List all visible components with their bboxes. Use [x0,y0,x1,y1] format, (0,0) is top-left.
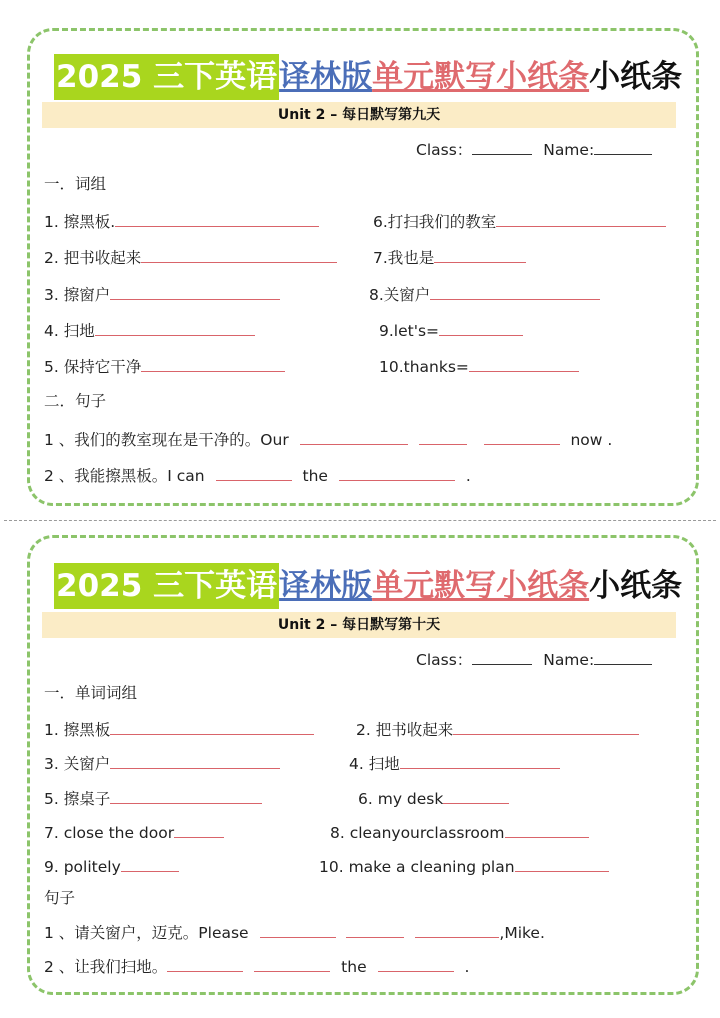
card1-item-3 [44,282,280,306]
item-text: 4. 扫地 [44,322,95,340]
answer-blank[interactable] [110,786,262,804]
card2-item-7 [44,820,224,844]
answer-blank[interactable] [515,854,609,872]
item-text: 4. 扫地 [349,755,400,773]
card1-item-9 [379,318,523,342]
cut-line [4,520,716,521]
title-part-unit: 单元默写小纸条 [372,59,590,95]
answer-blank[interactable] [434,245,526,263]
card1-title [54,54,682,100]
answer-blank[interactable] [216,463,292,481]
card1-item-10 [379,354,579,378]
answer-blank[interactable] [496,209,666,227]
answer-blank[interactable] [300,427,408,445]
card2-section1-title: 一．单词词组 [44,684,138,702]
answer-blank[interactable] [254,954,330,972]
card1-section1-title: 一．词组 [44,175,107,193]
card2-sentence-2 [44,954,469,978]
card2-title [54,563,682,609]
item-text: 10.thanks= [379,358,469,376]
card2-item-6 [358,786,509,810]
item-text: 10. make a cleaning plan [319,858,515,876]
title-part-note: 小纸条 [589,59,683,95]
answer-blank[interactable] [110,717,314,735]
card2-item-3 [44,751,280,775]
title-part-year: 2025 三下英语 [54,54,279,100]
card2-item-2 [356,717,639,741]
item-text: 2. 把书收起来 [356,721,454,739]
item-text: 7. close the door [44,824,175,842]
card2-item-9 [44,854,179,878]
answer-blank[interactable] [439,318,523,336]
sentence-text: 2 、让我们扫地。 [44,958,168,976]
name-label: Name: [543,141,595,159]
sentence-text: the [341,958,367,976]
answer-blank[interactable] [443,786,509,804]
card2-class-name-line [416,647,652,671]
card1-item-4 [44,318,255,342]
answer-blank[interactable] [415,920,499,938]
item-text: 5. 擦桌子 [44,790,111,808]
card1-item-1 [44,209,319,233]
item-text: 9.let's= [379,322,440,340]
title-part-note: 小纸条 [589,568,683,604]
card1-unit-band: Unit 2 – 每日默写第九天 [42,102,676,128]
answer-blank[interactable] [141,354,285,372]
answer-blank[interactable] [419,427,467,445]
answer-blank[interactable] [339,463,455,481]
answer-blank[interactable] [260,920,336,938]
sentence-text: the [302,467,328,485]
item-text: 6. my desk [358,790,444,808]
name-blank[interactable] [594,647,652,665]
card1-section2-title: 二．句子 [44,392,107,410]
sentence-text: . [465,467,471,485]
answer-blank[interactable] [453,717,639,735]
sentence-text: ,Mike. [499,924,545,942]
name-label: Name: [543,651,595,669]
sentence-text: 2 、我能擦黑板。I can [44,467,205,485]
title-part-unit: 单元默写小纸条 [372,568,590,604]
card1-sentence-1 [44,427,612,451]
answer-blank[interactable] [115,209,319,227]
item-text: 3. 关窗户 [44,755,111,773]
answer-blank[interactable] [346,920,404,938]
card2-item-10 [319,854,609,878]
card1-class-name-line [416,137,652,161]
item-text: 2. 把书收起来 [44,249,142,267]
answer-blank[interactable] [484,427,560,445]
name-blank[interactable] [594,137,652,155]
card1-item-2 [44,245,337,269]
sentence-text: 1 、我们的教室现在是干净的。Our [44,431,289,449]
card2-sentence-1 [44,920,545,944]
card2-unit-band: Unit 2 – 每日默写第十天 [42,612,676,638]
answer-blank[interactable] [430,282,600,300]
card2-section2-title: 句子 [44,889,76,907]
answer-blank[interactable] [378,954,454,972]
answer-blank[interactable] [469,354,579,372]
answer-blank[interactable] [400,751,560,769]
answer-blank[interactable] [110,282,280,300]
card1-item-8 [369,282,600,306]
answer-blank[interactable] [174,820,224,838]
card1-item-7 [373,245,526,269]
item-text: 6.打扫我们的教室 [373,213,497,231]
card1-sentence-2 [44,463,471,487]
class-label: Class： [416,141,473,159]
card2-item-8 [330,820,589,844]
card2-item-4 [349,751,560,775]
item-text: 1. 擦黑板. [44,213,116,231]
answer-blank[interactable] [505,820,589,838]
answer-blank[interactable] [121,854,179,872]
card1-item-5 [44,354,285,378]
title-part-edition: 译林版 [279,568,373,604]
title-part-edition: 译林版 [279,59,373,95]
item-text: 8. cleanyourclassroom [330,824,505,842]
item-text: 9. politely [44,858,121,876]
title-part-year: 2025 三下英语 [54,563,279,609]
item-text: 1. 擦黑板 [44,721,111,739]
sentence-text: 1 、请关窗户，迈克。Please [44,924,249,942]
answer-blank[interactable] [167,954,243,972]
sentence-text: . [464,958,470,976]
sentence-text: now . [570,431,613,449]
card2-item-5 [44,786,262,810]
card1-item-6 [373,209,666,233]
answer-blank[interactable] [110,751,280,769]
class-blank[interactable] [472,137,532,155]
answer-blank[interactable] [95,318,255,336]
class-blank[interactable] [472,647,532,665]
item-text: 5. 保持它干净 [44,358,142,376]
answer-blank[interactable] [141,245,337,263]
item-text: 7.我也是 [373,249,435,267]
card2-item-1 [44,717,314,741]
item-text: 3. 擦窗户 [44,286,111,304]
class-label: Class： [416,651,473,669]
item-text: 8.关窗户 [369,286,431,304]
